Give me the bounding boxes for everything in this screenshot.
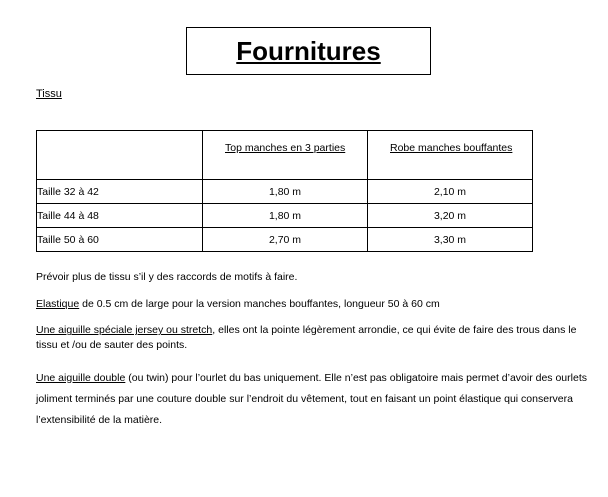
paragraph-prevoir: Prévoir plus de tissu s’il y des raccords de motifs à faire. xyxy=(36,271,298,283)
table-row xyxy=(37,204,533,228)
table-row xyxy=(37,180,533,204)
paragraph-aiguille-double-rest: (ou twin) pour l’ourlet du bas uniquement. Elle n’est pas obligatoire mais permet d’avoir des ourlets joliment terminés par une couture double sur l’endroit du vêtement, tout en faisant un point élastique qui conservera l’extensibilité de la matière. xyxy=(36,371,587,426)
table-cell-size: Taille 50 à 60 xyxy=(37,228,203,252)
table-cell-top-value: 1,80 m xyxy=(203,180,368,204)
supplies-table-wrapper xyxy=(36,130,532,252)
page-title: Fournitures xyxy=(236,35,381,66)
table-header-cell-empty xyxy=(37,131,203,180)
table-cell-robe-value: 3,20 m xyxy=(368,204,533,228)
table-header-cell-robe: Robe manches bouffantes xyxy=(368,131,533,180)
paragraph-elastique xyxy=(36,297,592,311)
table-cell-top-value: 1,80 m xyxy=(203,204,368,228)
paragraph-elastique-rest: de 0.5 cm de large pour la version manches bouffantes, longueur 50 à 60 cm xyxy=(79,298,440,311)
table-cell-size: Taille 44 à 48 xyxy=(37,204,203,228)
supplies-table xyxy=(36,130,533,252)
section-label-tissu: Tissu xyxy=(36,88,62,100)
table-cell-top-value: 2,70 m xyxy=(203,228,368,252)
title-box xyxy=(186,27,431,75)
table-cell-size: Taille 32 à 42 xyxy=(37,180,203,204)
body-text xyxy=(36,270,592,443)
paragraph-aiguille-jersey-keyword: Une aiguille spéciale jersey ou stretch xyxy=(36,324,213,337)
paragraph-aiguille-double-keyword: Une aiguille double xyxy=(36,371,126,384)
paragraph-aiguille-double xyxy=(36,368,592,431)
table-header-row xyxy=(37,131,533,180)
table-row xyxy=(37,228,533,252)
table-header-cell-top: Top manches en 3 parties xyxy=(203,131,368,180)
paragraph-aiguille-jersey-rest: , elles ont la pointe légèrement arrondie, ce qui évite de faire des trous dans le tissu et /ou de sauter des points. xyxy=(36,324,577,351)
paragraph-aiguille-jersey xyxy=(36,323,592,351)
table-cell-robe-value: 2,10 m xyxy=(368,180,533,204)
paragraph-elastique-keyword: Elastique xyxy=(36,298,80,311)
table-cell-robe-value: 3,30 m xyxy=(368,228,533,252)
